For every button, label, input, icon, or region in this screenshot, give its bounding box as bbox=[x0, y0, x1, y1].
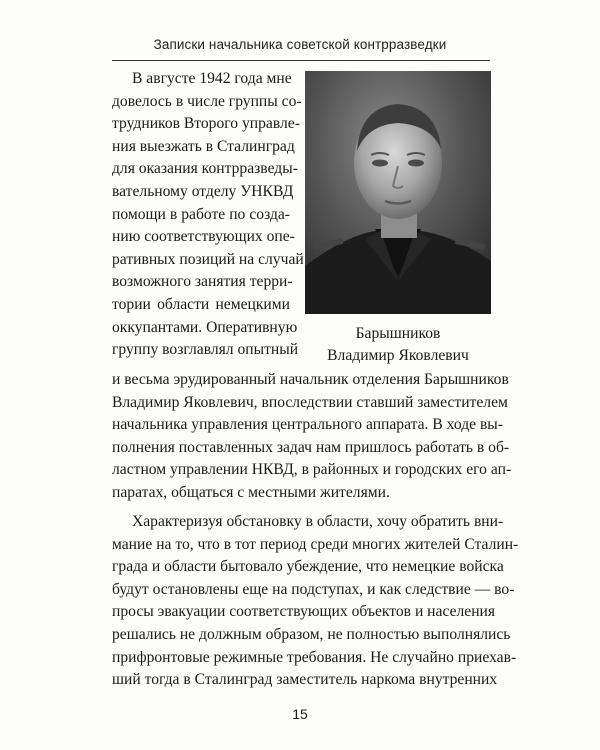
text-line: ластном управлении НКВД, в районных и городских его ап- bbox=[112, 461, 512, 479]
page-number: 15 bbox=[292, 706, 308, 722]
text-line: полнения поставленных задач нам пришлось работать в об- bbox=[112, 438, 510, 456]
paragraph-2 bbox=[112, 511, 519, 692]
paragraph-1-continued bbox=[112, 369, 512, 505]
text-line: довелось в числе группы со- bbox=[112, 92, 302, 110]
text-line: начальника управления центрального аппарата. В ходе вы- bbox=[112, 416, 503, 434]
text-line: и весьма эрудированный начальник отделения Барышников bbox=[112, 371, 509, 388]
text-line: Характеризуя обстановку в области, хочу обратить вни- bbox=[132, 513, 504, 530]
text-line: Владимир Яковлевич, впоследствии ставший заместителем bbox=[112, 393, 508, 411]
text-line: нию соответствующих опе- bbox=[112, 228, 295, 246]
text-line: прифронтовые режимные требования. Не случайно приехав- bbox=[112, 648, 517, 666]
text-line: оккупантами. Оперативную bbox=[112, 318, 298, 336]
text-line: просы эвакуации соответствующих объектов и населения bbox=[112, 603, 496, 621]
text-line: решались не должным образом, не полностью выполнялись bbox=[112, 625, 511, 643]
text-line: трудников Второго управле- bbox=[112, 115, 300, 133]
portrait-photo bbox=[305, 71, 491, 314]
text-line: В августе 1942 года мне bbox=[132, 70, 292, 87]
header-rule bbox=[112, 60, 490, 61]
text-line: мание на то, что в тот период среди многих жителей Сталин- bbox=[112, 535, 519, 553]
text-line: тории области немецкими bbox=[112, 295, 290, 313]
running-header: Записки начальника советской контрразведки bbox=[153, 37, 447, 52]
text-line: возможного занятия терри- bbox=[112, 273, 293, 291]
photo-caption bbox=[305, 323, 491, 367]
caption-patronymic: Владимир Яковлевич bbox=[327, 347, 469, 364]
text-line: паратах, общаться с местными жителями. bbox=[112, 483, 390, 501]
text-line: будут остановлены еще на подступах, и как следствие — во- bbox=[112, 580, 515, 598]
text-line: града и области бытовало убеждение, что немецкие войска bbox=[112, 558, 504, 576]
text-line: вательному отделу УНКВД bbox=[112, 182, 294, 200]
text-line: группу возглавлял опытный bbox=[112, 341, 299, 359]
caption-name: Барышников bbox=[355, 325, 441, 342]
paragraph-1-column bbox=[112, 68, 304, 362]
text-line: помощи в работе по созда- bbox=[112, 205, 290, 223]
text-line: ративных позиций на случай bbox=[112, 250, 304, 268]
text-line: для оказания контрразведы- bbox=[112, 160, 298, 178]
text-line: ния выезжать в Сталинград bbox=[112, 137, 295, 155]
text-line: ший тогда в Сталинград заместитель наркома внутренних bbox=[112, 671, 498, 689]
portrait-illustration bbox=[305, 71, 491, 314]
